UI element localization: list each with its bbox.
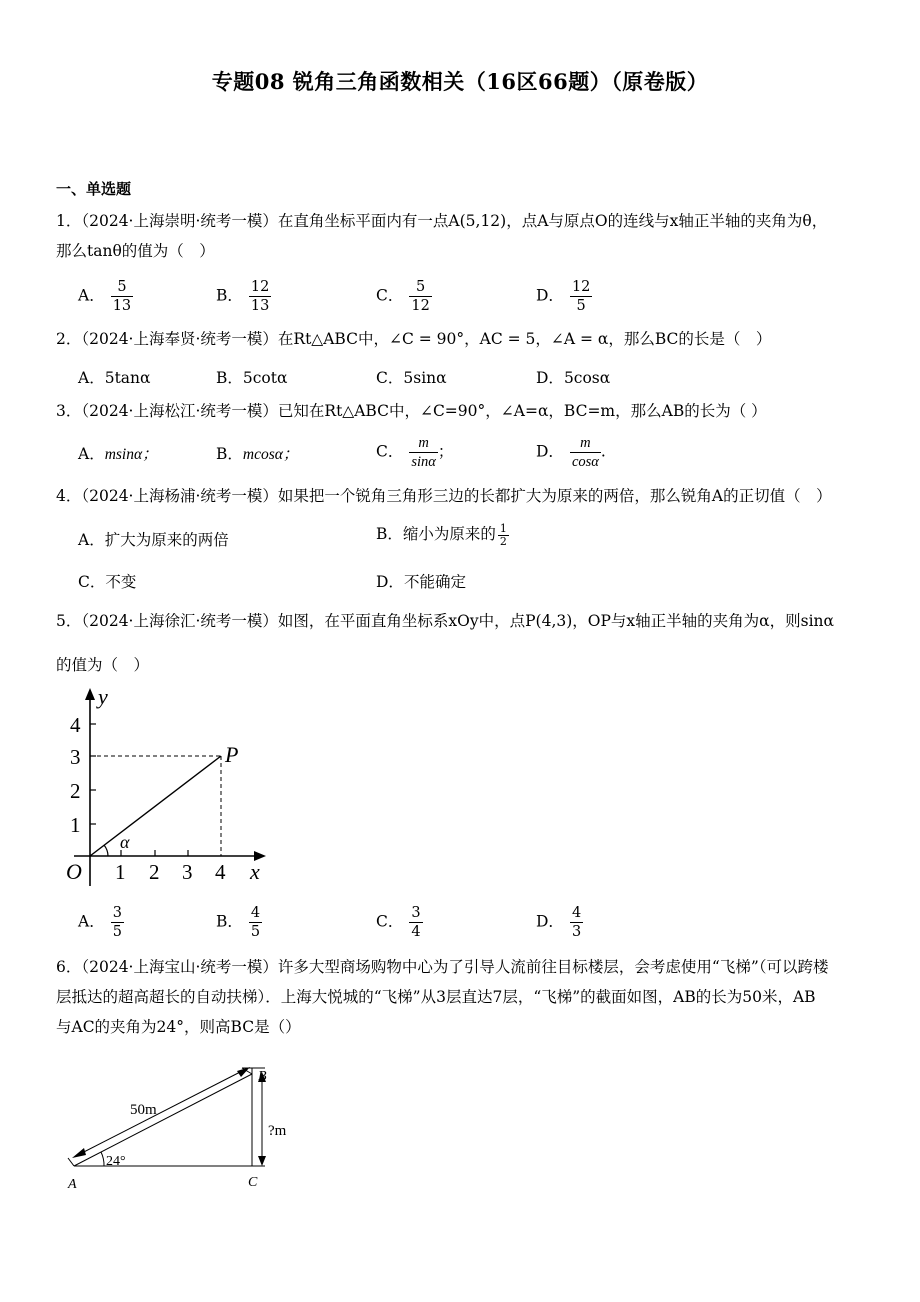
angle-label: α — [120, 832, 130, 852]
arrow-head-icon — [72, 1148, 86, 1158]
length-label: 50m — [130, 1102, 157, 1118]
question-1-option-a[interactable]: A． $\frac{5}{13}$ — [78, 279, 132, 314]
question-4-text: 4．（2024·上海杨浦·统考一模）如果把一个锐角三角形三边的长都扩大为原来的两倍，那么锐角A的正切值（ ） — [56, 487, 832, 505]
fraction: $\frac{5}{12}$ — [411, 279, 430, 314]
question-6-line-3: 与AC的夹角为24°，则高BC是（） — [56, 1018, 301, 1036]
question-5-option-c[interactable]: C． $\frac{3}{4}$ — [376, 905, 421, 940]
y-tick-label: 3 — [70, 745, 81, 769]
question-1-line-1: 1．（2024·上海崇明·统考一模）在直角坐标平面内有一点A(5,12)，点A与原点O的连线与x轴正半轴的夹角为θ， — [56, 212, 828, 230]
question-1-option-d[interactable]: D． $\frac{12}{5}$ — [536, 279, 591, 314]
question-6-text — [56, 952, 871, 1042]
y-axis-arrow-icon — [85, 688, 95, 700]
question-2-text: 2．（2024·上海奉贤·统考一模）在Rt△ABC中，∠C = 90°，AC = 5，∠A = α，那么BC的长是（ ） — [56, 330, 772, 348]
question-1-line-2: 那么tanθ的值为（ ） — [56, 242, 215, 260]
fraction: $\frac{3}{5}$ — [112, 905, 122, 940]
x-tick-label: 2 — [149, 860, 160, 884]
fraction: $\frac{4}{3}$ — [571, 905, 582, 940]
question-3-option-b[interactable]: B．mcosα； — [216, 445, 299, 463]
question-3-text: 3．（2024·上海松江·统考一模）已知在Rt△ABC中，∠C=90°，∠A=α，BC=m，那么AB的长为（ ） — [56, 402, 767, 420]
question-5-option-b[interactable]: B． $\frac{4}{5}$ — [216, 905, 261, 940]
fraction: $\frac{12}{5}$ — [571, 279, 591, 314]
question-1-text — [56, 206, 871, 266]
question-4-option-b[interactable]: B．缩小为原来的 $\frac{1}{2}$ — [376, 521, 507, 548]
angle-label: 24° — [106, 1154, 126, 1169]
escalator-figure — [60, 1062, 310, 1197]
fraction: $\frac{m}{\sin\alpha}$ — [411, 435, 436, 470]
x-axis-label: x — [250, 859, 260, 884]
question-6-line-1: 6．（2024·上海宝山·统考一模）许多大型商场购物中心为了引导人流前往目标楼层，会考虑使用“飞梯”（可以跨楼 — [56, 958, 829, 976]
page-title: 专题08 锐角三角函数相关（16区66题）（原卷版） — [211, 69, 709, 94]
question-4-option-a[interactable]: A．扩大为原来的两倍 — [78, 531, 229, 549]
length-arrow — [76, 1069, 246, 1156]
fraction: $\frac{3}{4}$ — [411, 905, 421, 940]
origin-label: O — [66, 859, 82, 884]
coordinate-figure — [56, 686, 296, 896]
fraction: $\frac{1}{2}$ — [499, 521, 507, 548]
question-2-option-d[interactable]: D．5cosα — [536, 369, 611, 387]
y-tick-label: 1 — [70, 813, 81, 837]
question-6-line-2: 层抵达的超高超长的自动扶梯）．上海大悦城的“飞梯”从3层直达7层，“飞梯”的截面如图，AB的长为50米，AB — [56, 988, 816, 1006]
question-5-option-a[interactable]: A． $\frac{3}{5}$ — [78, 905, 122, 940]
angle-arc — [104, 845, 108, 856]
x-tick-label: 3 — [182, 860, 193, 884]
vertex-c-label: C — [248, 1175, 258, 1190]
question-3-option-c[interactable]: C． $\frac{m}{\sin\alpha}$ ； — [376, 435, 454, 470]
fraction: $\frac{12}{13}$ — [250, 279, 270, 314]
x-tick-label: 4 — [215, 860, 226, 884]
question-5-option-d[interactable]: D． $\frac{4}{3}$ — [536, 905, 582, 940]
question-5-line-1: 5．（2024·上海徐汇·统考一模）如图，在平面直角坐标系xOy中，点P(4,3)，OP与x轴正半轴的夹角为α，则sinα — [56, 612, 834, 630]
question-5-text — [56, 606, 871, 680]
y-tick-label: 2 — [70, 779, 81, 803]
question-2-option-b[interactable]: B．5cotα — [216, 369, 288, 387]
height-label: ?m — [268, 1123, 287, 1139]
question-1-option-b[interactable]: B． $\frac{12}{13}$ — [216, 279, 270, 314]
y-axis-label: y — [98, 686, 108, 709]
question-4-option-c[interactable]: C．不变 — [78, 573, 137, 591]
question-3-option-d[interactable]: D． $\frac{m}{\cos\alpha}$ . — [536, 435, 606, 470]
y-tick-label: 4 — [70, 713, 81, 737]
vertex-b-label: B — [258, 1069, 267, 1084]
question-2-option-c[interactable]: C．5sinα — [376, 369, 447, 387]
section-heading: 一、单选题 — [56, 180, 132, 198]
question-2-option-a[interactable]: A．5tanα — [78, 369, 151, 387]
segment-op — [90, 756, 221, 856]
fraction: $\frac{4}{5}$ — [250, 905, 261, 940]
vertex-a-label: A — [68, 1177, 77, 1192]
x-tick-label: 1 — [115, 860, 126, 884]
question-5-line-2: 的值为（ ） — [56, 656, 150, 674]
question-1-option-c[interactable]: C． $\frac{5}{12}$ — [376, 279, 430, 314]
question-3-option-a[interactable]: A．msinα； — [78, 445, 158, 463]
fraction: $\frac{5}{13}$ — [112, 279, 132, 314]
fraction: $\frac{m}{\cos\alpha}$ — [571, 435, 599, 470]
question-4-option-d[interactable]: D．不能确定 — [376, 573, 466, 591]
arrow-head-icon — [258, 1156, 266, 1166]
point-label: P — [225, 742, 239, 767]
angle-arc — [101, 1152, 104, 1166]
